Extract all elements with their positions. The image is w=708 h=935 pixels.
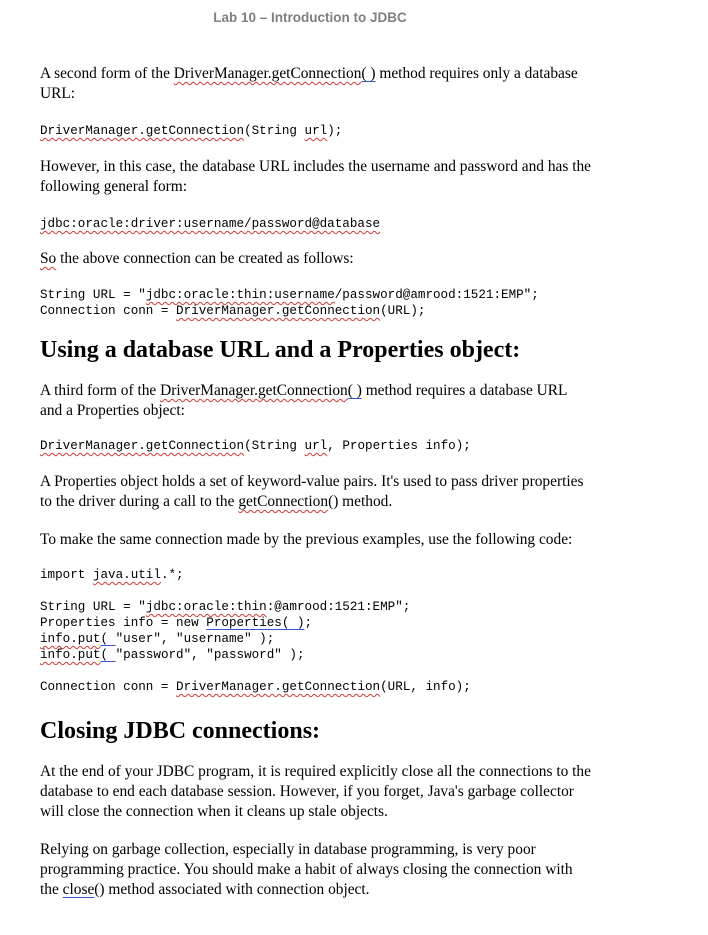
- code-span: (String: [244, 124, 305, 138]
- code-span: (: [100, 648, 116, 662]
- code-span: );: [327, 124, 343, 138]
- code-getconnection-props: [40, 438, 680, 454]
- text-span: A Properties object holds a set of keyword-value pairs. It's used to pass driver properties: [40, 473, 584, 490]
- code-span: .*;: [160, 568, 184, 582]
- code-span: (URL, info);: [380, 680, 471, 694]
- code-span: info.put: [40, 632, 101, 646]
- document-body: [40, 64, 680, 900]
- paragraph-properties-desc: [40, 472, 680, 512]
- text-span: At the end of your JDBC program, it is required explicitly close all the connections to the: [40, 763, 591, 780]
- paragraph-third-form: [40, 381, 680, 421]
- code-span: java.util: [92, 568, 161, 582]
- heading-closing-connections: Closing JDBC connections:: [40, 718, 321, 744]
- method-parens: ( ): [347, 382, 362, 399]
- method-name: close: [62, 881, 95, 898]
- code-line: [40, 615, 680, 631]
- method-parens: ( ): [361, 65, 376, 82]
- code-method: DriverManager.getConnection: [40, 124, 245, 138]
- text-span: to the driver during a call to the: [40, 493, 239, 510]
- code-span: Connection conn =: [40, 304, 177, 318]
- document-header: Lab 10 – Introduction to JDBC: [213, 10, 407, 25]
- text-span: following general form:: [40, 178, 188, 195]
- heading-properties-object: Using a database URL and a Properties object:: [40, 337, 521, 363]
- text-span: database to end each database session. However, if you forget, Java's garbage collector: [40, 783, 574, 800]
- code-span: /password@amrood:1521:EMP";: [334, 288, 539, 302]
- text-span: Relying on garbage collection, especially in database programming, is very poor: [40, 841, 536, 858]
- text-span: will close the connection when it cleans up stale objects.: [40, 803, 388, 820]
- code-import: [40, 567, 680, 583]
- text-span: () method associated with connection object.: [94, 881, 370, 898]
- text-span: However, in this case, the database URL includes the username and password and has the: [40, 158, 591, 175]
- code-connection-info: [40, 679, 680, 695]
- text-span: method requires only a database: [375, 65, 578, 82]
- method-name: getConnection: [238, 493, 329, 510]
- code-arg: url: [304, 124, 328, 138]
- code-span: Connection conn =: [40, 680, 177, 694]
- text-span: programming practice. You should make a habit of always closing the connection with: [40, 861, 573, 878]
- code-span: ;: [304, 616, 313, 630]
- paragraph-closing: [40, 762, 680, 822]
- code-span: :@amrood:1521:EMP";: [266, 600, 411, 614]
- code-span: Properties info = new: [40, 616, 207, 630]
- code-getconnection-url: [40, 123, 680, 139]
- paragraph-garbage-collection: [40, 840, 680, 900]
- code-span: info.put: [40, 648, 101, 662]
- text-span: the: [40, 881, 63, 898]
- code-method: DriverManager.getConnection: [40, 439, 245, 453]
- paragraph-so: [40, 249, 680, 269]
- code-span: Properties( ): [206, 616, 305, 630]
- code-span: import: [40, 568, 93, 582]
- paragraph-however: [40, 157, 680, 197]
- code-span: (URL);: [380, 304, 426, 318]
- code-span: jdbc:oracle:thin: [145, 600, 267, 614]
- code-line: [40, 303, 680, 319]
- code-method: DriverManager.getConnection: [176, 304, 381, 318]
- text-span: and a Properties object:: [40, 402, 185, 419]
- text-span: A third form of the: [40, 382, 161, 399]
- method-name: DriverManager.getConnection: [173, 65, 362, 82]
- code-span: "user", "username" );: [115, 632, 275, 646]
- code-line: [40, 631, 680, 647]
- text-span: () method.: [328, 493, 393, 510]
- code-block-connection: [40, 287, 680, 319]
- method-name: DriverManager.getConnection: [160, 382, 348, 399]
- code-span: "password", "password" );: [115, 648, 305, 662]
- code-method: DriverManager.getConnection: [176, 680, 381, 694]
- code-line: [40, 647, 680, 663]
- code-span: (: [100, 632, 116, 646]
- code-span: , Properties info);: [327, 439, 471, 453]
- text-span: the above connection can be created as follows:: [56, 250, 354, 267]
- text-span: URL:: [40, 85, 76, 102]
- text-span: So: [40, 250, 57, 267]
- code-span: String URL = ": [40, 600, 146, 614]
- code-span: String URL = ": [40, 288, 146, 302]
- paragraph-second-form: [40, 64, 680, 104]
- code-arg: url: [304, 439, 328, 453]
- code-block-properties: [40, 599, 680, 663]
- text-span: method requires a database URL: [361, 382, 568, 399]
- code-line: [40, 599, 680, 615]
- code-span: (String: [244, 439, 305, 453]
- text-span: A second form of the: [40, 65, 174, 82]
- code-url-form: jdbc:oracle:driver:username/password@database: [40, 217, 381, 231]
- code-span: jdbc:oracle:thin:username: [145, 288, 335, 302]
- code-line: [40, 287, 680, 303]
- paragraph-same-connection: To make the same connection made by the previous examples, use the following code:: [40, 531, 573, 548]
